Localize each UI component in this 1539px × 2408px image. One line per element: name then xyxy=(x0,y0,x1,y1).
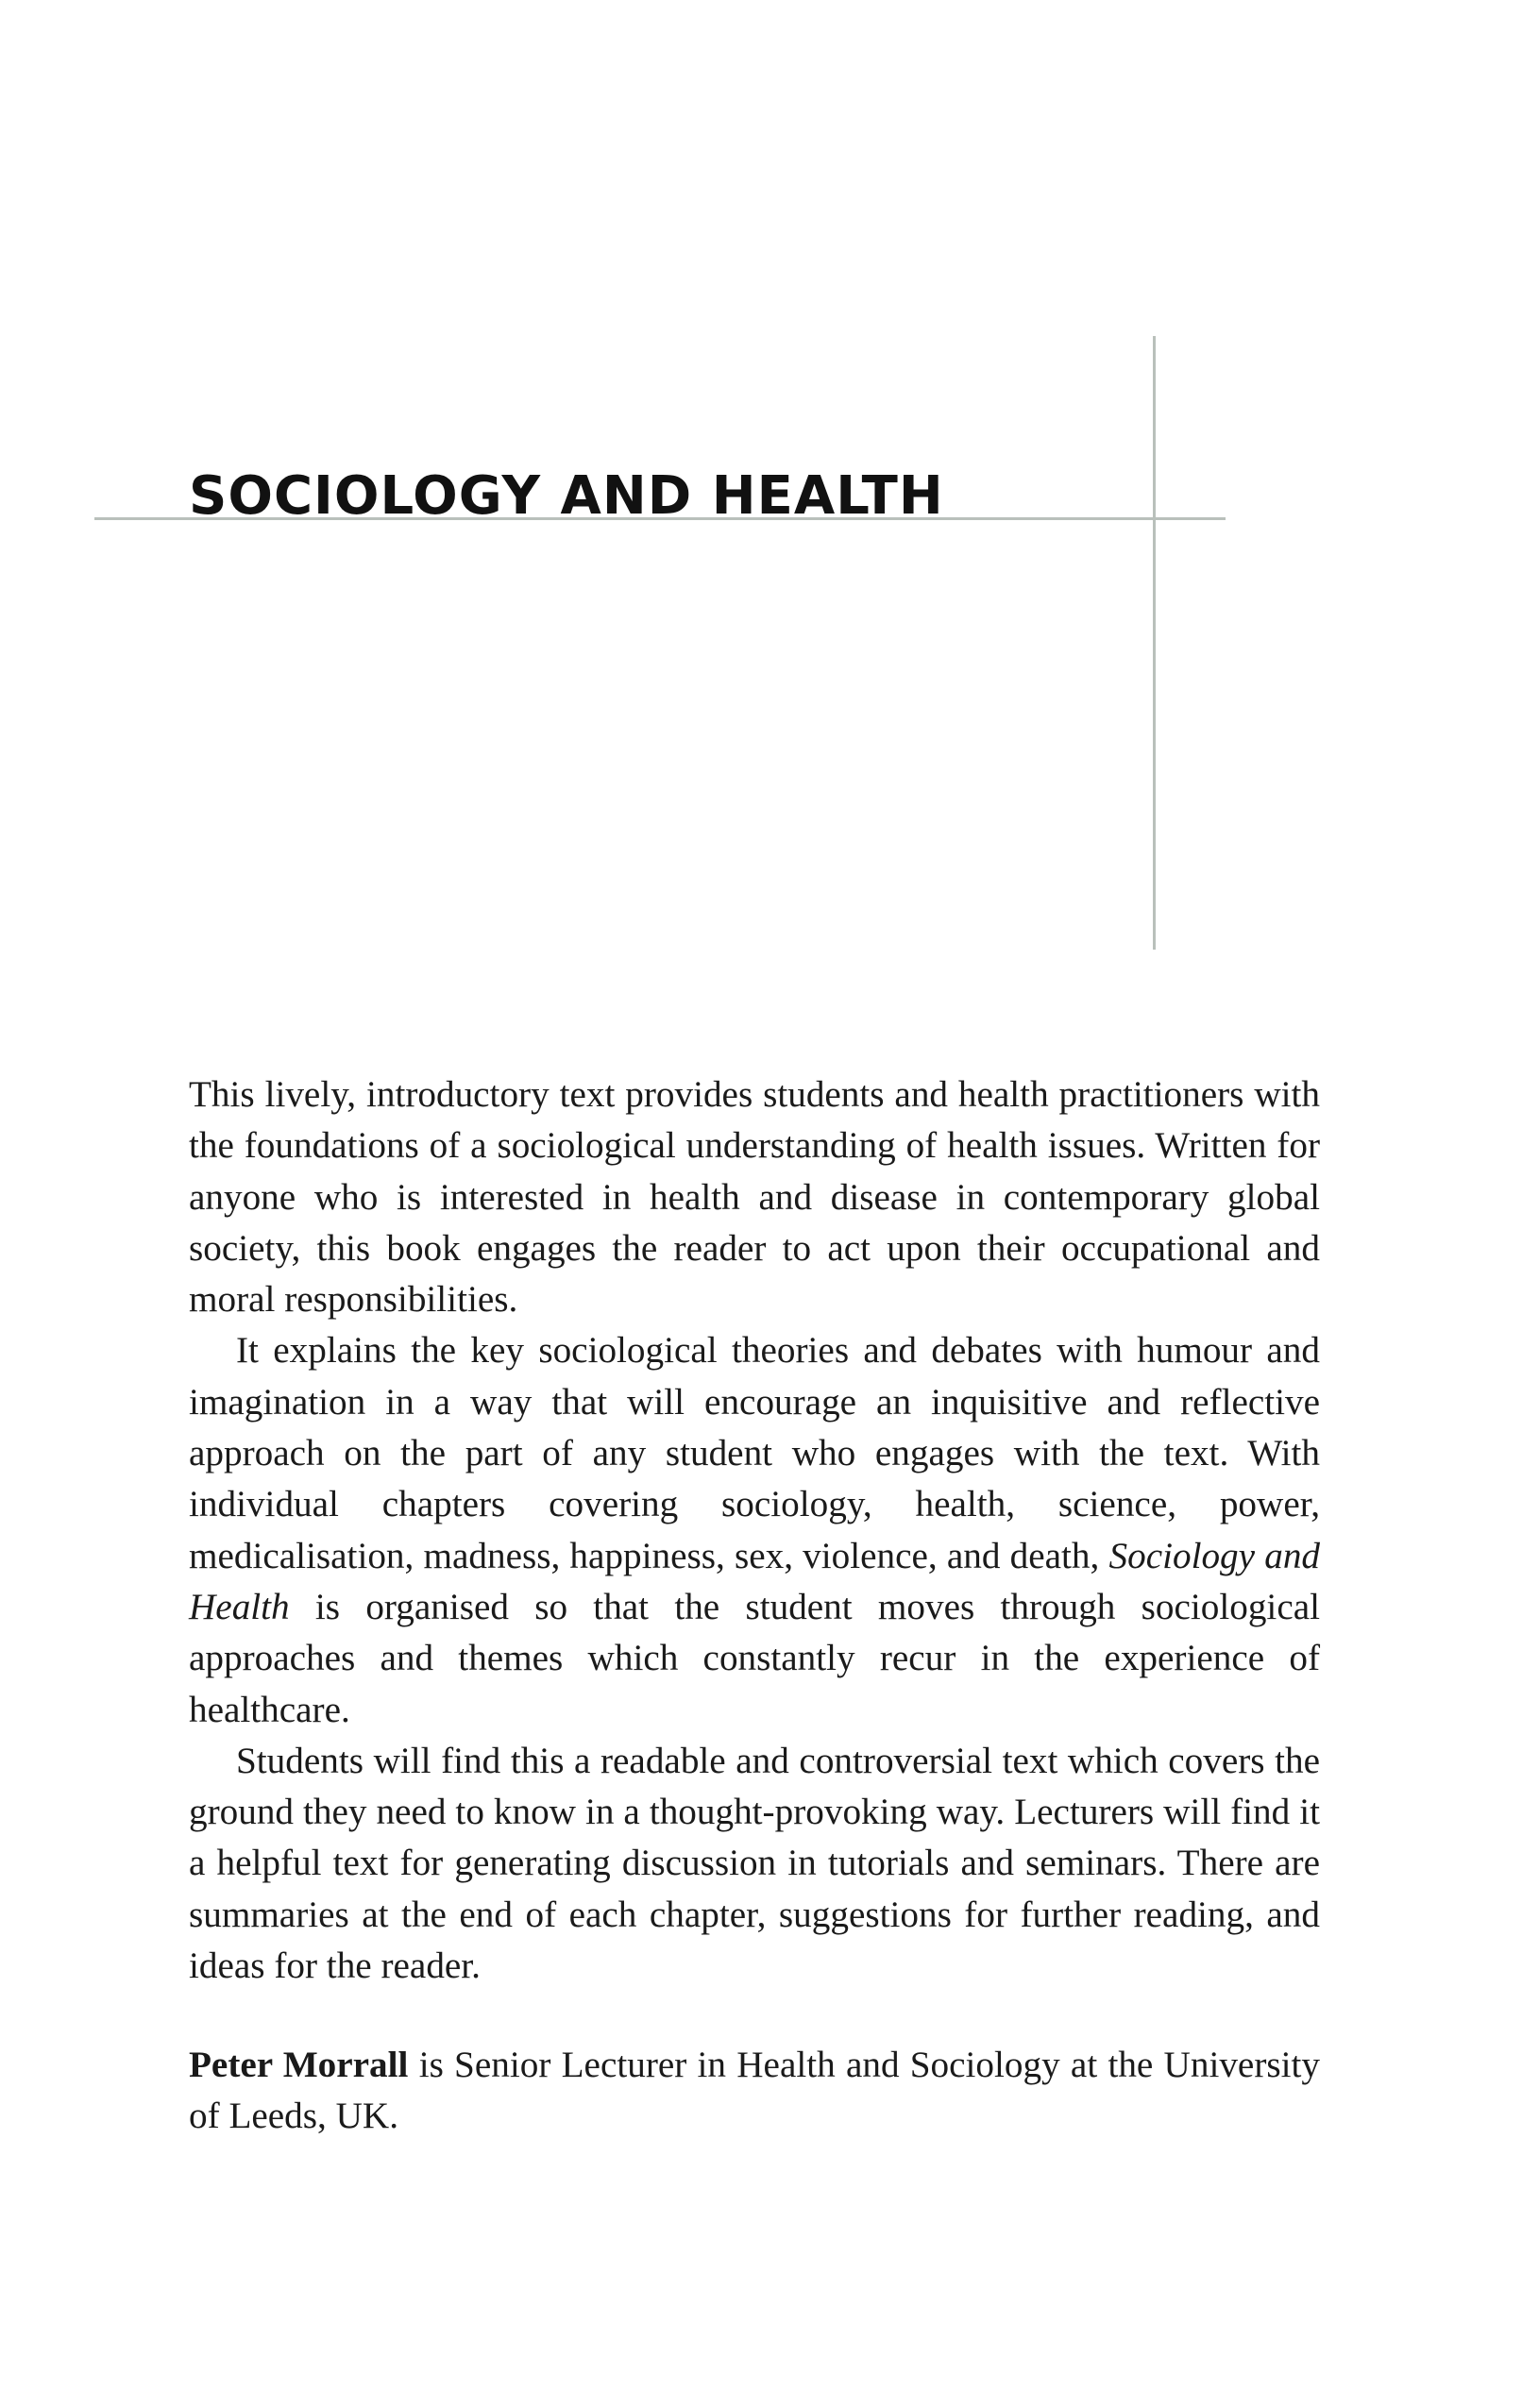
blurb-paragraph-3: Students will find this a readable and controversial text which covers the ground they need to know in a thought-provoking way. Lecturers will find it a helpful text for generating discussion in tutorials and seminars. There are summaries at the end of each chapter, suggestions for further reading, and ideas for the reader. xyxy=(189,1740,1320,1987)
author-bio-text: is Senior Lecturer in Health and Sociology at the University of Leeds, UK. xyxy=(189,2045,1320,2137)
blurb-paragraph-2-end: is organised so that the student moves through sociological approaches and themes which constantly recur in the experience of healthcare. xyxy=(189,1586,1320,1730)
blurb-paragraph-2 xyxy=(189,1325,1320,1735)
page-title: SOCIOLOGY AND HEALTH xyxy=(189,465,944,527)
vertical-rule xyxy=(1153,336,1156,950)
blurb-paragraph-2-start: It explains the key sociological theories and debates with humour and imagination in a way that will encourage an inquisitive and reflective approach on the part of any student who engages with the text. With individual chapters covering sociology, health, science, power, medicalisation, madness, happiness, sex, violence, and death, xyxy=(189,1330,1320,1576)
blurb xyxy=(189,1069,1320,1992)
author-bio xyxy=(189,2040,1320,2143)
book-title-italic: Sociology and Health xyxy=(189,1535,1321,1627)
blurb-paragraph-1: This lively, introductory text provides students and health practitioners with the foundations of a sociological understanding of health issues. Written for anyone who is interested in health and disease in contemporary global society, this book engages the reader to act upon their occupational and moral responsibilities. xyxy=(189,1074,1320,1321)
author-name: Peter Morrall xyxy=(189,2045,409,2085)
